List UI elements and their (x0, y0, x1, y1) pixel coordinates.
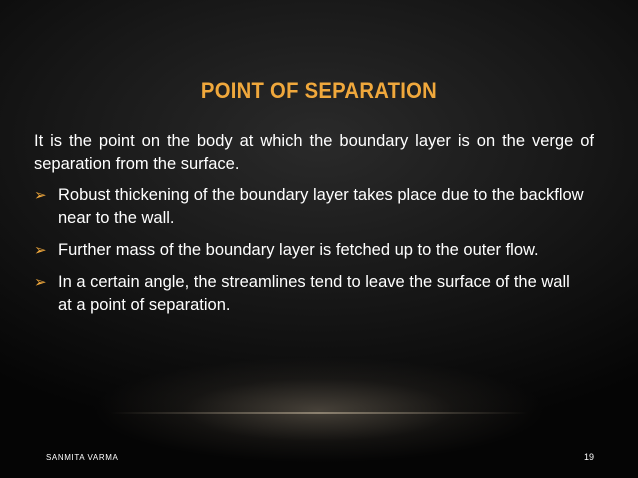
arrow-bullet-icon: ➢ (34, 274, 47, 291)
arrow-bullet-icon: ➢ (34, 242, 47, 259)
list-item (34, 271, 588, 317)
decorative-floor-glow (110, 412, 528, 414)
bullet-text: In a certain angle, the streamlines tend to leave the surface of the wall at a point of separation. (58, 273, 570, 314)
list-item (34, 239, 588, 262)
arrow-bullet-icon: ➢ (34, 187, 47, 204)
intro-paragraph: It is the point on the body at which the boundary layer is on the verge of separation from the surface. (34, 132, 594, 173)
footer-author: SANMITA VARMA (46, 453, 119, 462)
list-item (34, 184, 588, 230)
bullet-text: Further mass of the boundary layer is fetched up to the outer flow. (58, 241, 539, 259)
slide-body (34, 130, 594, 326)
bullet-list (34, 184, 594, 317)
page-number: 19 (583, 452, 594, 462)
bullet-text: Robust thickening of the boundary layer takes place due to the backflow near to the wall. (58, 186, 584, 227)
slide-title: POINT OF SEPARATION (200, 78, 438, 103)
